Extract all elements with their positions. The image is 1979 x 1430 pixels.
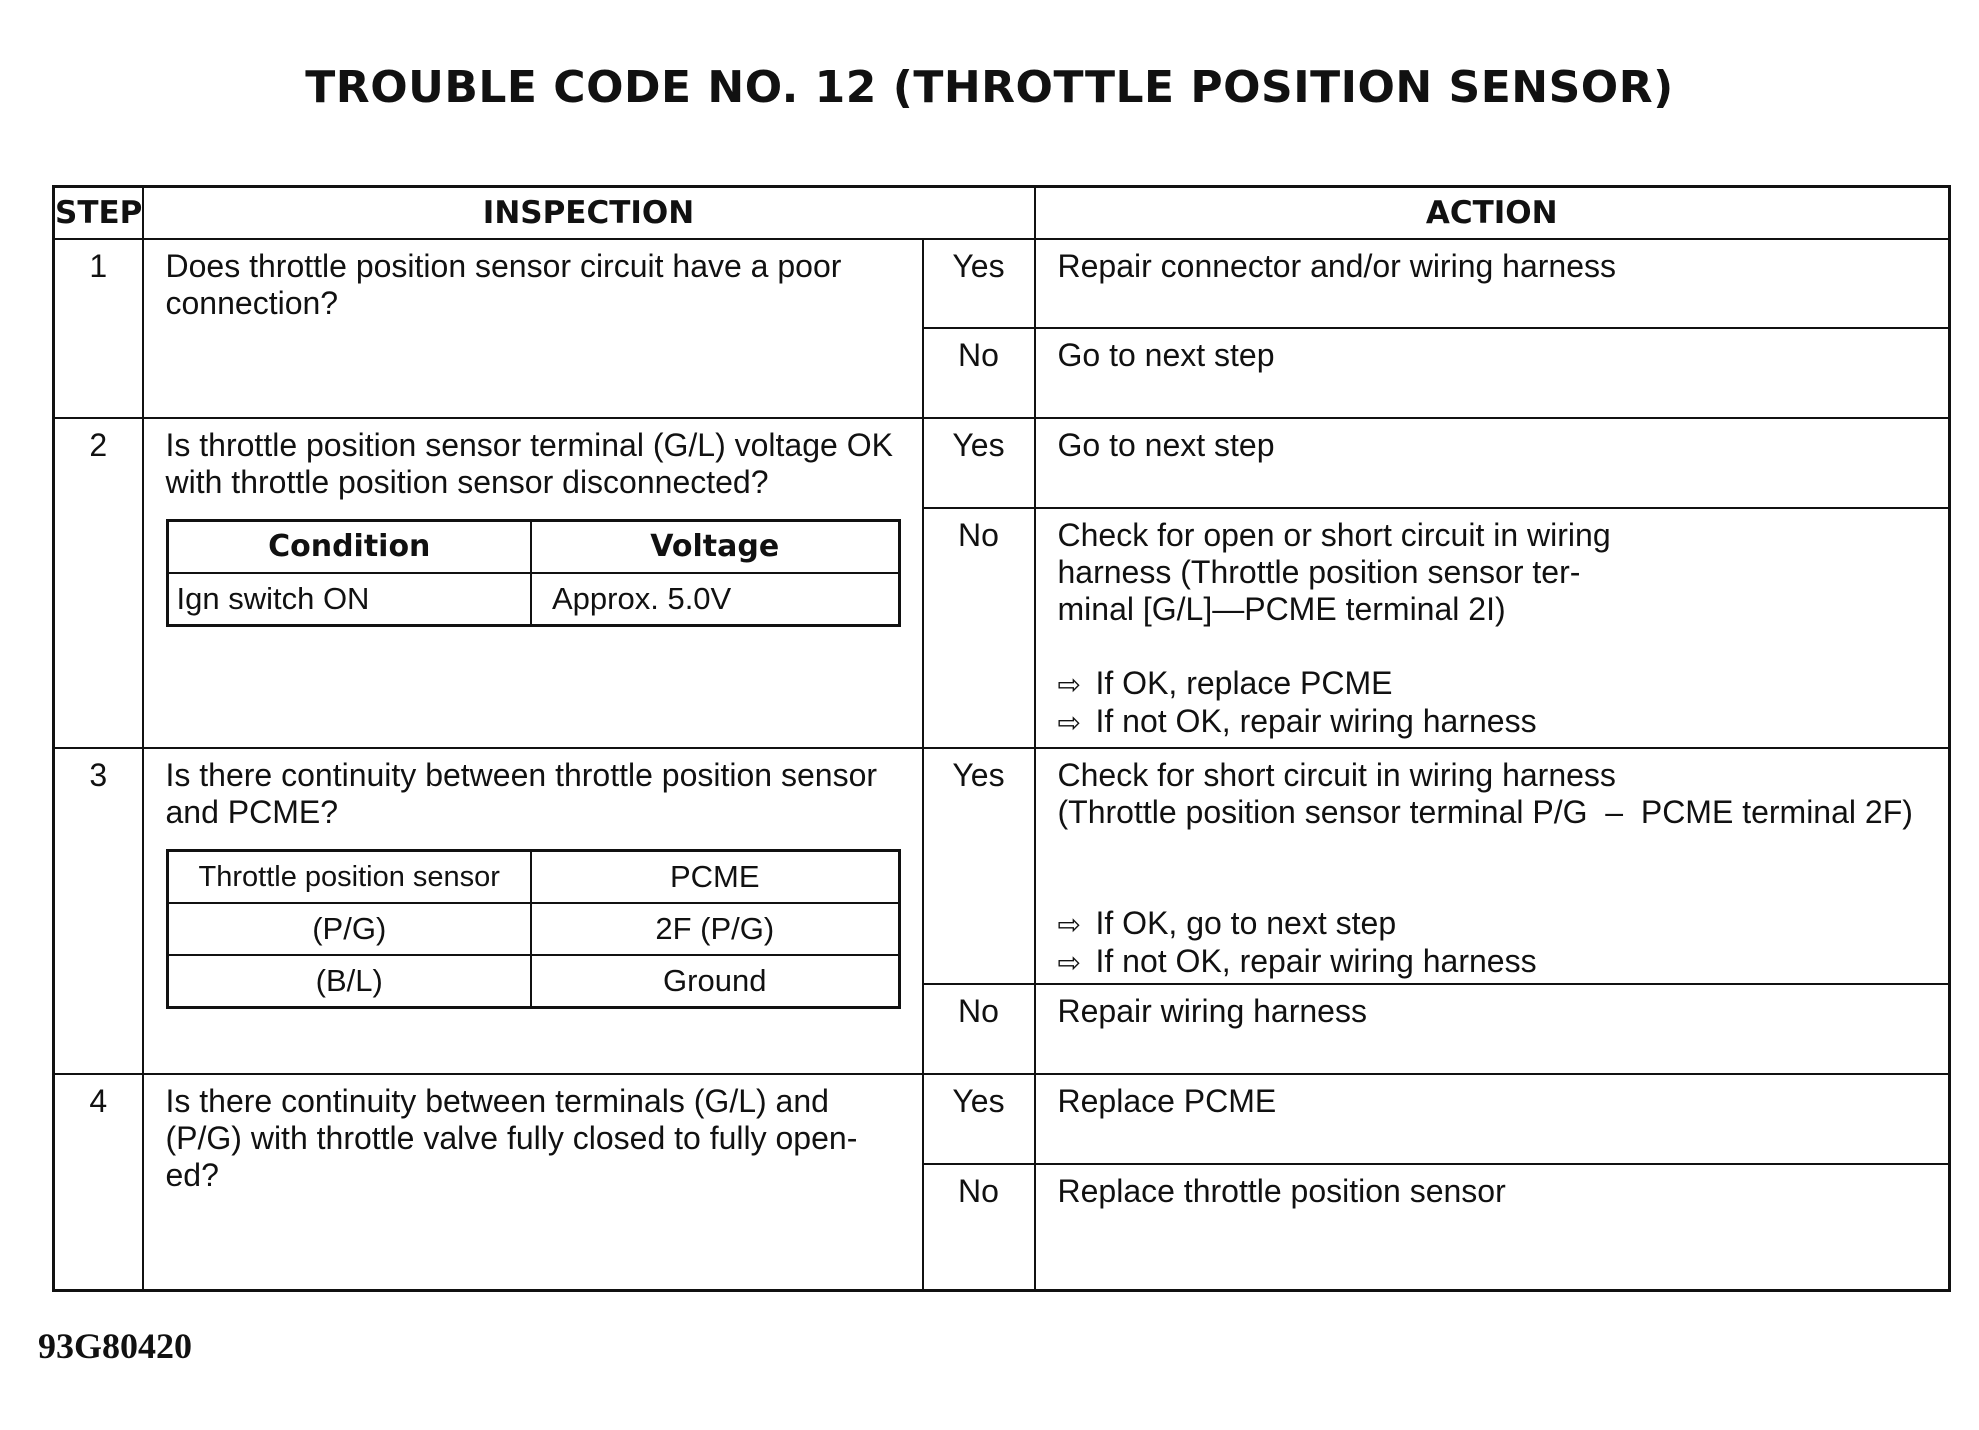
no-label: No: [923, 508, 1035, 748]
if-ok-note: ⇨ If OK, replace PCME: [1057, 665, 1393, 701]
step-3-inspection: [143, 748, 923, 1074]
voltage-table: [166, 519, 901, 627]
sensor-cell: (P/G): [167, 903, 531, 955]
voltage-header: Voltage: [531, 521, 899, 574]
sensor-header: Throttle position sensor: [167, 851, 531, 904]
action-line: Check for short circuit in wiring harness: [1057, 757, 1616, 793]
step-2-yes-action: Go to next step: [1035, 418, 1950, 508]
action-line: (Throttle position sensor terminal P/G – PCME terminal 2F): [1057, 794, 1913, 830]
inspection-line: ed?: [165, 1157, 219, 1193]
if-not-ok-note: ⇨ If not OK, repair wiring harness: [1057, 703, 1537, 739]
inspection-line: Is there continuity between terminals (G/L) and: [165, 1083, 829, 1119]
yes-label: Yes: [923, 1074, 1035, 1164]
continuity-table: [166, 849, 901, 1009]
step-1-inspection: [143, 239, 923, 418]
pcme-cell: Ground: [531, 955, 899, 1008]
action-header: ACTION: [1035, 187, 1950, 240]
yes-label: Yes: [923, 239, 1035, 328]
step-2-yes-row: [54, 418, 1950, 508]
step-4-yes-action: Replace PCME: [1035, 1074, 1950, 1164]
step-number: 4: [54, 1074, 143, 1290]
step-3-yes-action: [1035, 748, 1950, 984]
step-number: 1: [54, 239, 143, 418]
inspection-text: Does throttle position sensor circuit have a poor connection?: [165, 248, 842, 321]
step-number: 3: [54, 748, 143, 1074]
arrow-icon: ⇨: [1057, 707, 1081, 738]
condition-cell: Ign switch ON: [167, 573, 531, 626]
if-ok-note: ⇨ If OK, go to next step: [1057, 905, 1397, 941]
action-line: minal [G/L]—PCME terminal 2I): [1057, 591, 1506, 627]
no-label: No: [923, 1164, 1035, 1290]
header-row: [54, 187, 1950, 240]
no-label: No: [923, 984, 1035, 1074]
no-label: No: [923, 328, 1035, 418]
inspection-text: Is throttle position sensor terminal (G/L) voltage OK with throttle position sensor disconnected?: [165, 427, 893, 500]
action-line: harness (Throttle position sensor ter-: [1057, 554, 1581, 590]
pcme-header: PCME: [531, 851, 899, 904]
step-2-no-action: [1035, 508, 1950, 748]
step-4-no-action: Replace throttle position sensor: [1035, 1164, 1950, 1290]
step-1-yes-action: Repair connector and/or wiring harness: [1035, 239, 1950, 328]
step-header: STEP: [54, 187, 143, 240]
pcme-cell: 2F (P/G): [531, 903, 899, 955]
figure-code: 93G80420: [38, 1326, 193, 1366]
step-4-yes-row: [54, 1074, 1950, 1164]
step-1-no-action: Go to next step: [1035, 328, 1950, 418]
if-not-ok-note: ⇨ If not OK, repair wiring harness: [1057, 943, 1537, 979]
inspection-header: INSPECTION: [143, 187, 1035, 240]
step-3-yes-row: [54, 748, 1950, 984]
arrow-icon: ⇨: [1057, 909, 1081, 940]
step-1-yes-row: [54, 239, 1950, 328]
condition-header: Condition: [167, 521, 531, 574]
arrow-icon: ⇨: [1057, 669, 1081, 700]
yes-label: Yes: [923, 418, 1035, 508]
step-4-inspection: [143, 1074, 923, 1290]
arrow-icon: ⇨: [1057, 947, 1081, 978]
step-3-no-action: Repair wiring harness: [1035, 984, 1950, 1074]
inspection-text: Is there continuity between throttle position sensor and PCME?: [165, 757, 878, 830]
step-number: 2: [54, 418, 143, 748]
step-2-inspection: [143, 418, 923, 748]
page-title: TROUBLE CODE NO. 12 (THROTTLE POSITION SENSOR): [305, 62, 1674, 113]
action-line: Check for open or short circuit in wiring: [1057, 517, 1611, 553]
voltage-cell: Approx. 5.0V: [531, 573, 899, 626]
inspection-line: (P/G) with throttle valve fully closed to fully open-: [165, 1120, 858, 1156]
yes-label: Yes: [923, 748, 1035, 984]
trouble-code-table: [52, 185, 1951, 1292]
sensor-cell: (B/L): [167, 955, 531, 1008]
